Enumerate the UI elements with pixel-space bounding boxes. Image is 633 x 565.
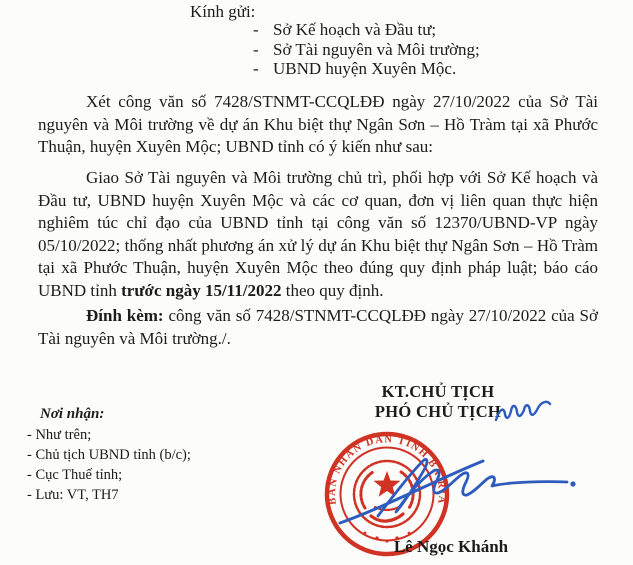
paragraph-text: theo quy định.: [281, 280, 384, 300]
cc-item: - Lưu: VT, TH7: [27, 487, 119, 503]
signer-name: Lê Ngọc Khánh: [393, 537, 509, 556]
paragraph-consideration: [38, 91, 598, 159]
cc-list: [27, 425, 191, 505]
cc-item: - Cục Thuế tỉnh;: [27, 467, 123, 483]
signer-title-pho: PHÓ CHỦ TỊCH: [374, 401, 502, 421]
recipient-line: [253, 20, 480, 40]
signer-title-kt: KT.CHỦ TỊCH: [381, 382, 495, 401]
cc-label: Nơi nhận:: [40, 406, 105, 422]
paragraph-text: Xét công văn số 7428/STNMT-CCQLĐĐ ngày 27/10/2022 của Sở Tài nguyên và Môi trường về dự án Khu biệt thự Ngân Sơn – Hồ Tràm tại xã Phước Thuận, huyện Xuyên Mộc; UBND tỉnh có ý kiến như sau:: [38, 92, 598, 157]
paragraph-text: Giao Sở Tài nguyên và Môi trường chủ trì, phối hợp với Sở Kế hoạch và Đầu tư, UBND huyện Xuyên Mộc và các cơ quan, đơn vị liên quan thực hiện nghiêm túc chỉ đạo của UBND tỉnh tại công văn số 12370/UBND-VP ngày 05/10/2022; thống nhất phương án xử lý dự án Khu biệt thự Ngân Sơn – Hồ Tràm tại xã Phước Thuận, huyện Xuyên Mộc theo đúng quy định pháp luật; báo cáo UBND tỉnh: [38, 168, 598, 300]
list-dash: -: [253, 39, 259, 59]
paraph-path: [496, 402, 550, 420]
recipient-line: [253, 40, 480, 60]
seal-ring-text: BAN NHÂN DÂN TỈNH BÀ RỊA: [326, 434, 448, 506]
deadline-bold-text: trước ngày 15/11/2022: [121, 280, 282, 300]
cc-item: - Như trên;: [27, 427, 92, 443]
list-dash: -: [253, 59, 259, 78]
paragraph-text: công văn số 7428/STNMT-CCQLĐĐ ngày 27/10/2022 của Sở Tài nguyên và Môi trường./.: [38, 306, 598, 348]
recipient-text: Sở Kế hoạch và Đầu tư;: [273, 20, 437, 39]
attachment-label: Đính kèm:: [86, 306, 164, 325]
recipient-text: Sở Tài nguyên và Môi trường;: [273, 39, 480, 59]
paragraph-directive: [38, 167, 598, 303]
signature-flourish: [378, 459, 567, 516]
paraph-stroke: [494, 398, 552, 426]
salutation: Kính gửi:: [190, 2, 256, 21]
recipient-text: UBND huyện Xuyên Mộc.: [273, 59, 457, 78]
list-dash: -: [253, 20, 259, 39]
signature-stroke: [330, 448, 590, 534]
recipient-line: [253, 59, 480, 79]
signature-end-dot: [570, 481, 575, 486]
cc-item: - Chủ tịch UBND tỉnh (b/c);: [27, 447, 191, 463]
paragraph-attachment: [38, 305, 598, 350]
recipient-list: [253, 20, 480, 79]
